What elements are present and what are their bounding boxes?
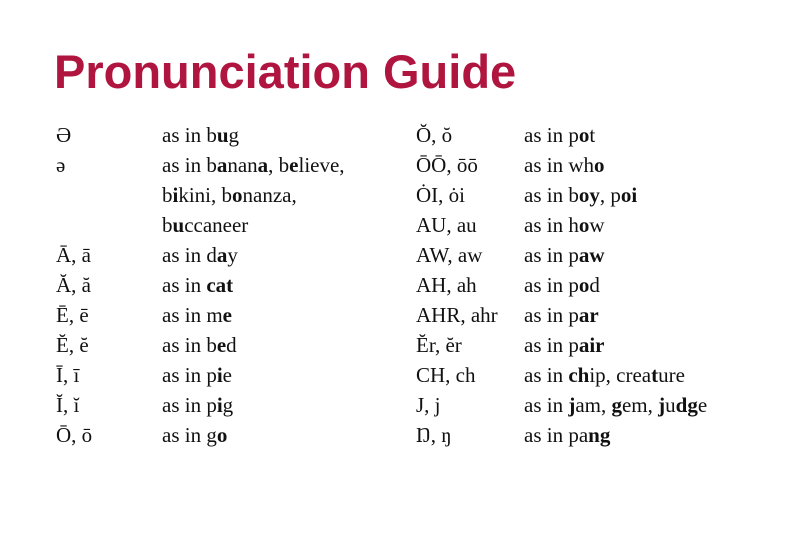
example-text: d (226, 333, 237, 357)
example-text: as in g (162, 423, 217, 447)
example-words (162, 360, 232, 390)
sound-symbol: ə (56, 153, 66, 177)
example-words (162, 210, 248, 240)
example-words (524, 390, 707, 420)
highlighted-sound: air (578, 333, 605, 357)
example-words (162, 240, 238, 270)
sound-symbol: AH, ah (416, 273, 477, 297)
highlighted-sound: g (611, 393, 622, 417)
page-title: Pronunciation Guide (54, 45, 517, 98)
sound-symbol: AHR, ahr (416, 303, 498, 327)
example-text: e (697, 393, 708, 417)
example-words (524, 240, 605, 270)
highlighted-sound: o (232, 183, 243, 207)
example-text: ccaneer (184, 213, 249, 237)
example-text: b (162, 183, 173, 207)
highlighted-sound: i (216, 393, 223, 417)
highlighted-sound: u (172, 213, 185, 237)
example-words (524, 120, 595, 150)
example-words (524, 300, 599, 330)
highlighted-sound: ar (578, 303, 599, 327)
highlighted-sound: a (257, 153, 269, 177)
example-text: as in b (162, 123, 217, 147)
highlighted-sound: u (216, 123, 229, 147)
example-text: am, (575, 393, 612, 417)
example-words (162, 120, 239, 150)
sound-symbol: Ā, ā (56, 243, 91, 267)
example-text: as in (524, 363, 569, 387)
example-text: , b (268, 153, 290, 177)
highlighted-sound: oy (578, 183, 600, 207)
example-text: as in p (524, 303, 579, 327)
highlighted-sound: dg (675, 393, 698, 417)
example-text: as in pa (524, 423, 589, 447)
sound-symbol: Ĕr, ĕr (416, 333, 462, 357)
example-text: as in p (524, 123, 579, 147)
example-text: em, (621, 393, 659, 417)
example-words (162, 330, 237, 360)
example-words (162, 180, 297, 210)
example-text: g (222, 393, 234, 417)
highlighted-sound: oi (620, 183, 638, 207)
example-text: kini, b (178, 183, 233, 207)
example-text: as in h (524, 213, 579, 237)
example-text: as in p (524, 273, 579, 297)
highlighted-sound: e (222, 303, 232, 327)
sound-symbol: ŌŌ, ōō (416, 153, 478, 177)
example-words (524, 150, 605, 180)
sound-symbol: Ŏ, ŏ (416, 123, 453, 147)
highlighted-sound: i (216, 363, 223, 387)
sound-symbol: Ī, ī (56, 363, 80, 387)
example-words (524, 270, 600, 300)
sound-symbol: J, j (416, 393, 441, 417)
example-words (162, 420, 227, 450)
example-text: u (665, 393, 676, 417)
example-text: as in b (162, 153, 217, 177)
highlighted-sound: t (651, 363, 659, 387)
example-text: as in b (162, 333, 217, 357)
highlighted-sound: a (216, 153, 228, 177)
example-text: ure (658, 363, 685, 387)
highlighted-sound: j (658, 393, 666, 417)
sound-symbol: CH, ch (416, 363, 476, 387)
example-words (162, 300, 232, 330)
highlighted-sound: cat (206, 273, 234, 297)
highlighted-sound: a (216, 243, 228, 267)
sound-symbol: Ĭ, ĭ (56, 393, 80, 417)
example-text: as in (524, 393, 569, 417)
example-words (162, 270, 233, 300)
highlighted-sound: e (216, 333, 227, 357)
sound-symbol: Ē, ē (56, 303, 89, 327)
example-text: e (222, 363, 232, 387)
example-words (524, 210, 605, 240)
example-text: , p (599, 183, 621, 207)
highlighted-sound: o (594, 153, 605, 177)
sound-symbol: AW, aw (416, 243, 483, 267)
example-text: as in b (524, 183, 579, 207)
example-words (524, 180, 637, 210)
highlighted-sound: ng (588, 423, 611, 447)
sound-symbol: AU, au (416, 213, 477, 237)
sound-symbol: Ă, ă (56, 273, 91, 297)
example-text: b (162, 213, 173, 237)
example-words (524, 420, 610, 450)
highlighted-sound: aw (578, 243, 605, 267)
highlighted-sound: j (568, 393, 576, 417)
example-text: as in d (162, 243, 217, 267)
example-text: as in p (162, 393, 217, 417)
example-text: as in wh (524, 153, 594, 177)
highlighted-sound: e (289, 153, 299, 177)
example-text: as in p (524, 243, 579, 267)
example-text: as in p (162, 363, 217, 387)
sound-symbol: Ĕ, ĕ (56, 333, 89, 357)
example-text: as in m (162, 303, 223, 327)
example-words (162, 390, 233, 420)
example-text: as in (162, 273, 207, 297)
highlighted-sound: o (578, 213, 590, 237)
highlighted-sound: o (578, 273, 590, 297)
example-text: w (589, 213, 605, 237)
highlighted-sound: i (172, 183, 179, 207)
example-text: g (228, 123, 240, 147)
example-text: lieve, (298, 153, 345, 177)
example-words (162, 150, 345, 180)
example-text: d (589, 273, 600, 297)
sound-symbol: Ə (56, 123, 72, 147)
example-text: ip, crea (589, 363, 652, 387)
sound-symbol: Ō, ō (56, 423, 93, 447)
sound-symbol: ȮI, ȯi (416, 183, 465, 207)
sound-symbol: Ŋ, ŋ (416, 423, 452, 447)
example-words (524, 330, 604, 360)
example-text: nanza, (242, 183, 297, 207)
example-text: y (227, 243, 238, 267)
example-text: as in p (524, 333, 579, 357)
example-text: nan (227, 153, 258, 177)
highlighted-sound: ch (568, 363, 590, 387)
example-text: t (589, 123, 596, 147)
example-words (524, 360, 685, 390)
highlighted-sound: o (578, 123, 590, 147)
highlighted-sound: o (216, 423, 228, 447)
